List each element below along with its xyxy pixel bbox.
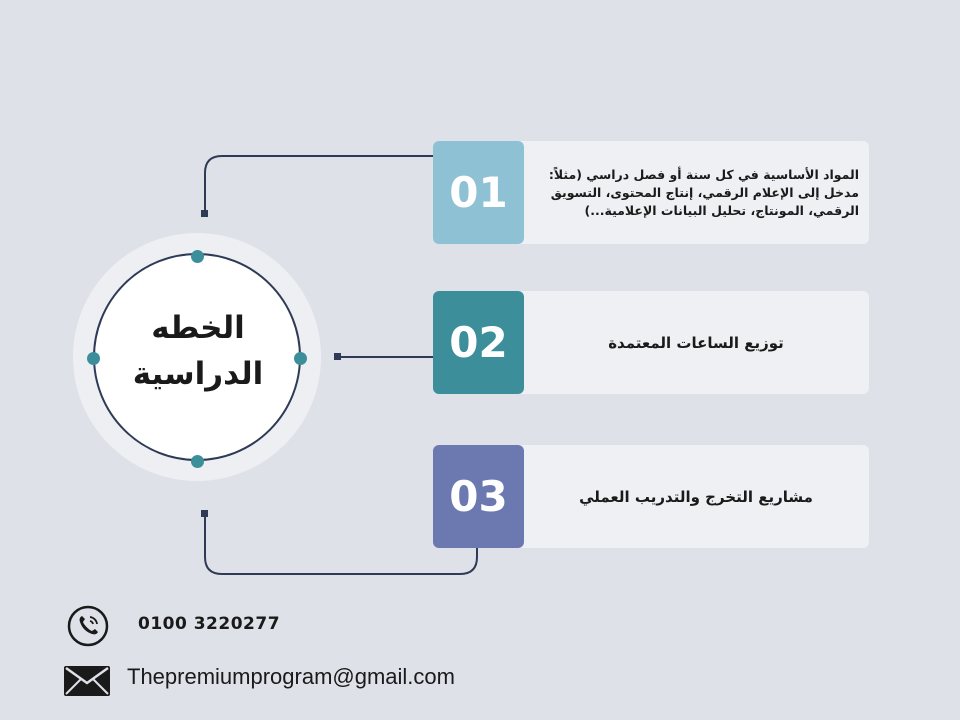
phone-number: 0100 3220277 bbox=[138, 614, 281, 634]
plan-item-1 bbox=[433, 141, 869, 244]
envelope-icon bbox=[64, 666, 110, 696]
item-number-2: 02 bbox=[433, 291, 524, 394]
connector-top bbox=[205, 156, 433, 212]
center-title bbox=[115, 305, 281, 397]
item-text-1: المواد الأساسية في كل سنة أو فصل دراسي (مثلاً: مدخل إلى الإعلام الرقمي، إنتاج المحتوى، التسويق الرقمي، المونتاج، تحليل البيانات الإعلامية...) bbox=[548, 166, 859, 218]
circle-dot-left bbox=[87, 352, 100, 365]
phone-icon bbox=[66, 604, 110, 648]
plan-item-3 bbox=[433, 445, 869, 548]
connector-top-end bbox=[201, 210, 208, 217]
circle-dot-bottom bbox=[191, 455, 204, 468]
item-number-3: 03 bbox=[433, 445, 524, 548]
center-title-line1: الخطه bbox=[151, 310, 245, 346]
connector-middle-end bbox=[334, 353, 341, 360]
circle-dot-right bbox=[294, 352, 307, 365]
center-title-line2: الدراسية bbox=[132, 356, 264, 392]
connector-bottom-end bbox=[201, 510, 208, 517]
item-text-2: توزيع الساعات المعتمدة bbox=[608, 333, 784, 352]
item-text-3: مشاريع التخرج والتدريب العملي bbox=[579, 487, 813, 506]
plan-item-2 bbox=[433, 291, 869, 394]
email-address: Thepremiumprogram@gmail.com bbox=[127, 664, 455, 689]
circle-dot-top bbox=[191, 250, 204, 263]
item-number-1: 01 bbox=[433, 141, 524, 244]
